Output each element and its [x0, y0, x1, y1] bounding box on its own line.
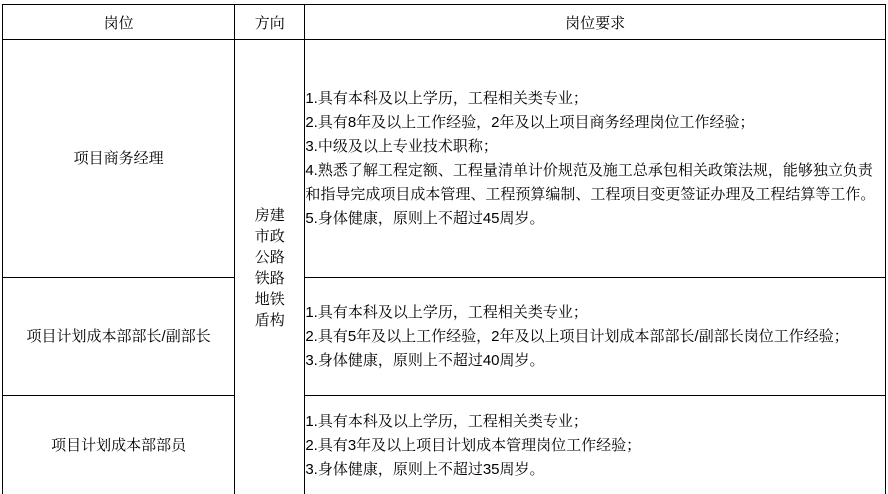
direction-cell	[235, 40, 305, 494]
requirement-line: 1.具有本科及以上学历，工程相关类专业；	[305, 303, 588, 321]
table-row	[3, 396, 886, 494]
table-header	[3, 5, 886, 40]
column-header-post: 岗位	[3, 5, 235, 40]
requirement-line: 1.具有本科及以上学历，工程相关类专业；	[305, 89, 588, 107]
table-row	[3, 40, 886, 278]
requirement-line: 4.熟悉了解工程定额、工程量清单计价规范及施工总承包相关政策法规，能够独立负责和指导完成项目成本管理、工程预算编制、工程项目变更签证办理及工程结算等工作。	[305, 161, 876, 203]
requirements-cell	[305, 396, 886, 494]
requirement-line: 2.具有5年及以上工作经验，2年及以上项目计划成本部部长/副部长岗位工作经验；	[305, 327, 849, 345]
table-body	[3, 40, 886, 494]
direction-line: 盾构	[254, 311, 285, 329]
direction-line: 房建	[254, 206, 285, 224]
table-header-row	[3, 5, 886, 40]
post-name: 项目计划成本部部员	[3, 396, 235, 494]
requirement-line: 3.身体健康，原则上不超过40周岁。	[305, 351, 545, 369]
direction-line: 地铁	[254, 290, 285, 308]
table-row	[3, 278, 886, 396]
post-name: 项目计划成本部部长/副部长	[3, 278, 235, 396]
requirement-line: 5.身体健康，原则上不超过45周岁。	[305, 209, 545, 227]
column-header-direction: 方向	[235, 5, 305, 40]
requirement-line: 3.中级及以上专业技术职称；	[305, 137, 498, 155]
direction-line: 铁路	[254, 269, 285, 287]
requirements-cell	[305, 40, 886, 278]
requirement-line: 3.身体健康，原则上不超过35周岁。	[305, 460, 545, 478]
requirement-line: 1.具有本科及以上学历，工程相关类专业；	[305, 412, 588, 430]
requirements-cell	[305, 278, 886, 396]
direction-line: 公路	[254, 248, 285, 266]
direction-line: 市政	[254, 227, 285, 245]
requirement-line: 2.具有8年及以上工作经验，2年及以上项目商务经理岗位工作经验；	[305, 113, 755, 131]
column-header-requirements: 岗位要求	[305, 5, 886, 40]
requirement-line: 2.具有3年及以上项目计划成本管理岗位工作经验；	[305, 436, 642, 454]
job-requirements-table	[2, 4, 886, 494]
post-name: 项目商务经理	[3, 40, 235, 278]
